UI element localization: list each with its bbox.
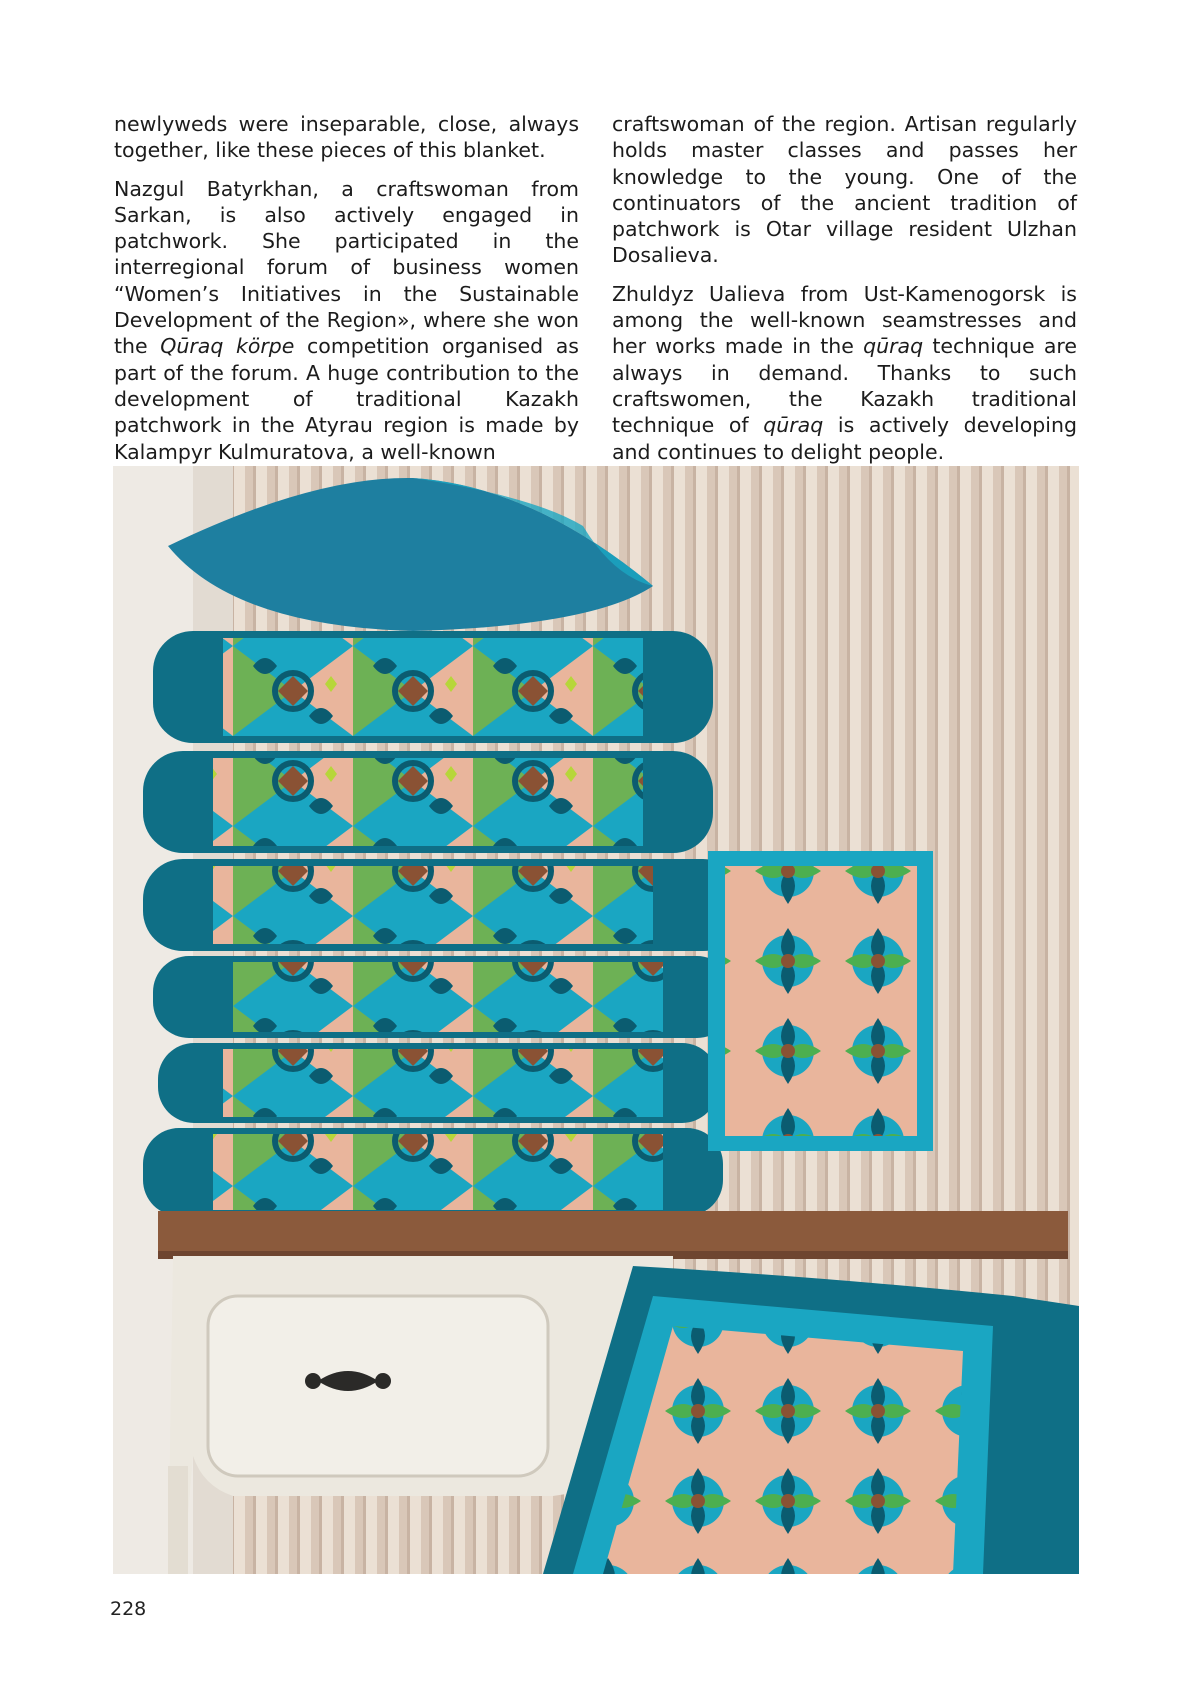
paragraph: Zhuldyz Ualieva from Ust-Kamenogorsk is among the well-known seamstresses and her works made in the qūraq technique are always in demand. Thanks to such craftswomen, the Kazakh traditional technique of qūraq is actively developing and continues to delight people. bbox=[612, 281, 1077, 464]
emphasis-text: qūraq bbox=[763, 413, 824, 438]
paragraph: craftswoman of the region. Artisan regularly holds master classes and passes her knowledge to the young. One of the continuators of the ancient tradition of patchwork is Otar village resident Ulzhan Dosalieva. bbox=[612, 112, 1077, 268]
page-number: 228 bbox=[110, 1598, 147, 1620]
paragraph: Nazgul Batyrkhan, a craftswoman from Sarkan, is also actively engaged in patchwork. She participated in the interregional forum of business women “Women’s Initiatives in the Sustainable Development of the Region», where she won the Qūraq körpe competition organised as part of the forum. A huge contribution to the development of traditional Kazakh patchwork in the Atyrau region is made by Kalampyr Kulmuratova, a well-known bbox=[114, 176, 579, 464]
emphasis-text: qūraq bbox=[863, 334, 924, 359]
emphasis-text: Qūraq körpe bbox=[160, 334, 295, 359]
quilt-photo bbox=[113, 466, 1079, 1574]
pillow-back bbox=[708, 851, 933, 1151]
folded-quilt-stack bbox=[143, 631, 743, 1216]
text-column-left bbox=[114, 111, 579, 477]
text-column-right bbox=[612, 111, 1077, 477]
pillow-front bbox=[543, 1266, 1079, 1574]
paragraph: newlyweds were inseparable, close, always together, like these pieces of this blanket. bbox=[114, 112, 579, 163]
